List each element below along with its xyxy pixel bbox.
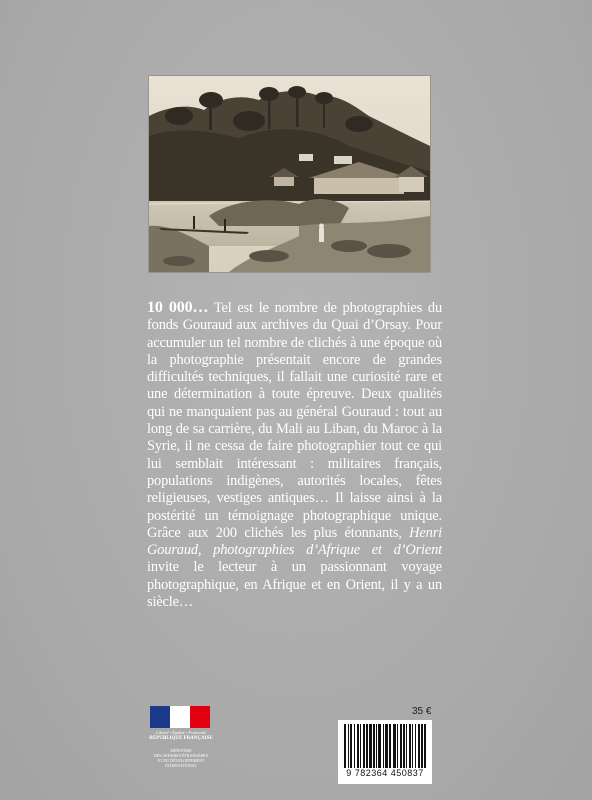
marianne-flag-icon [150, 706, 210, 728]
lead-number: 10 000… [147, 299, 209, 316]
ministry-line: DES AFFAIRES ÉTRANGÈRES [154, 753, 208, 758]
republic-motto: Liberté • Égalité • Fraternité [156, 730, 206, 735]
ministry-line: ET DU DÉVELOPPEMENT [157, 758, 205, 763]
landscape-photo [149, 76, 430, 272]
back-cover-text [147, 299, 442, 611]
ministry-logo [149, 706, 213, 772]
isbn-number: 9 782364 450837 [346, 768, 424, 778]
price: 35 € [412, 706, 432, 717]
barcode-icon [344, 724, 426, 768]
ministry-line: MINISTÈRE [170, 748, 192, 753]
barcode [338, 720, 432, 784]
blurb-part-2: invite le lecteur à un passionnant voyage photographique, en Afrique et en Orient, il y a un siècle… [147, 559, 442, 611]
ministry-line: INTERNATIONAL [165, 763, 197, 768]
book-title: Henri Gouraud, photographies d’Afrique et d’Orient [147, 524, 442, 559]
ministry-name [149, 748, 213, 768]
blurb-part-1: Tel est le nombre de photographies du fonds Gouraud aux archives du Quai d’Orsay. Pour accumuler un tel nombre de clichés à une époque où la photographie présentait encore de grandes difficultés techniques, il fallait une curiosité rare et une détermination à toute épreuve. Deux qualités qui ne manquaient pas au général Gouraud : tout au long de sa carrière, du Mali au Liban, du Maroc à la Syrie, il ne cessa de faire photographier tout ce qui lui semblait intéressant : militaires français, populations indigènes, autorités locales, fêtes religieuses, vestiges antiques… Il laisse ainsi à la postérité un témoignage photographique unique. Grâce aux 200 clichés les plus étonnants, [147, 300, 443, 541]
republic-name: RÉPUBLIQUE FRANÇAISE [149, 736, 213, 741]
